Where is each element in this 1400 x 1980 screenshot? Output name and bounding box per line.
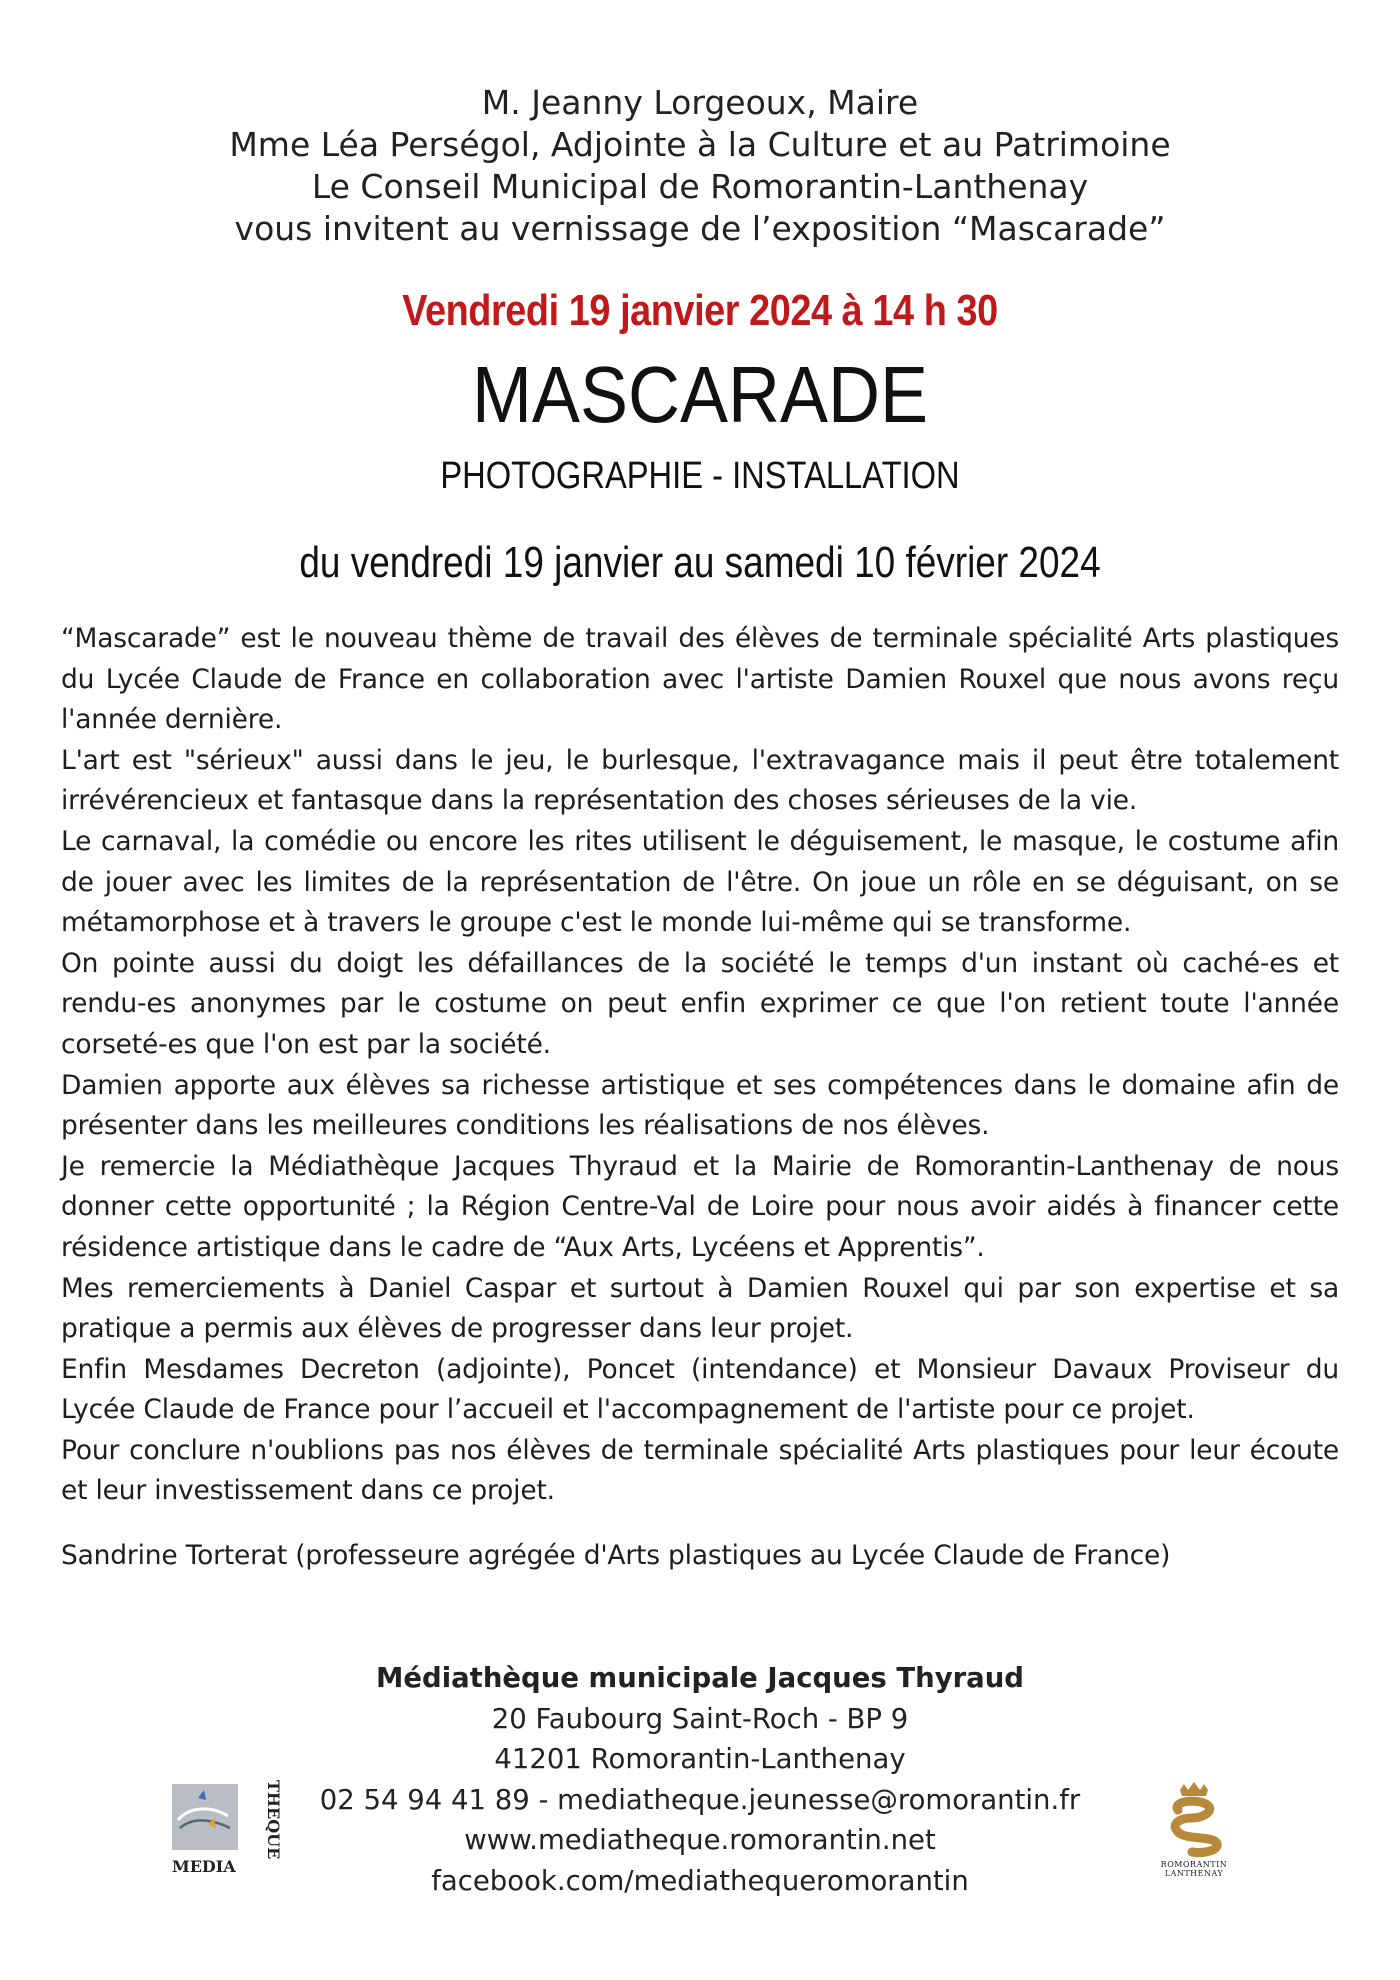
deputy-line: Mme Léa Perségol, Adjointe à la Culture et au Patrimoine	[229, 125, 1171, 164]
exhibition-subtitle: PHOTOGRAPHIE - INSTALLATION	[440, 455, 960, 497]
paragraph: Enfin Mesdames Decreton (adjointe), Poncet (intendance) et Monsieur Davaux Proviseur du Lycée Claude de France pour l’accueil et l'accompagnement de l'artiste pour ce projet.	[61, 1353, 1339, 1426]
body-text	[61, 619, 1339, 1512]
website-link[interactable]: www.mediatheque.romorantin.net	[464, 1824, 936, 1856]
vernissage-date: Vendredi 19 janvier 2024 à 14 h 30	[402, 286, 998, 335]
exhibition-title: MASCARADE	[471, 350, 929, 439]
paragraph: Je remercie la Médiathèque Jacques Thyraud et la Mairie de Romorantin-Lanthenay de nous donner cette opportunité ; la Région Centre-Val de Loire pour nous avoir aidés à financer cette résidence artistique dans le cadre de “Aux Arts, Lycéens et Apprentis”.	[61, 1150, 1339, 1263]
council-line: Le Conseil Municipal de Romorantin-Lanthenay	[311, 167, 1089, 206]
paragraph: On pointe aussi du doigt les défaillances de la société le temps d'un instant où caché-es et rendu-es anonymes par le costume on peut enfin exprimer ce que l'on retient toute l'année corseté-es que l'on est par la société.	[61, 947, 1339, 1060]
organization-name: Médiathèque municipale Jacques Thyraud	[376, 1662, 1024, 1694]
crown-icon	[1180, 1782, 1208, 1796]
logo-romorantin-text: ROMORANTIN	[1160, 1860, 1228, 1869]
address-line-2: 41201 Romorantin-Lanthenay	[494, 1743, 906, 1775]
invitation-header	[0, 82, 1400, 250]
mediatheque-logo	[168, 1776, 283, 1880]
romorantin-logo	[1140, 1780, 1248, 1880]
salamander-icon	[1175, 1801, 1217, 1852]
signature: Sandrine Torterat (professeure agrégée d'Arts plastiques au Lycée Claude de France)	[61, 1540, 1171, 1571]
mayor-line: M. Jeanny Lorgeoux, Maire	[481, 83, 919, 122]
paragraph: Damien apporte aux élèves sa richesse artistique et ses compétences dans le domaine afin de présenter dans les meilleures conditions les réalisations de nos élèves.	[61, 1069, 1339, 1142]
address-line-1: 20 Faubourg Saint-Roch - BP 9	[491, 1702, 909, 1735]
paragraph: Mes remerciements à Daniel Caspar et surtout à Damien Rouxel qui par son expertise et sa pratique a permis aux élèves de progresser dans leur projet.	[61, 1272, 1339, 1345]
logo-media-text: MEDIA	[172, 1857, 236, 1876]
exhibition-dates: du vendredi 19 janvier au samedi 10 février 2024	[299, 538, 1101, 587]
phone-email[interactable]: 02 54 94 41 89 - mediatheque.jeunesse@romorantin.fr	[319, 1783, 1081, 1816]
logo-theque-text: THEQUE	[264, 1780, 283, 1860]
facebook-link[interactable]: facebook.com/mediathequeromorantin	[431, 1864, 969, 1897]
paragraph: “Mascarade” est le nouveau thème de travail des élèves de terminale spécialité Arts plastiques du Lycée Claude de France en collaboration avec l'artiste Damien Rouxel que nous avons reçu l'année dernière.	[61, 623, 1339, 736]
invitation-line: vous invitent au vernissage de l’exposition “Mascarade”	[234, 209, 1166, 248]
paragraph: Le carnaval, la comédie ou encore les rites utilisent le déguisement, le masque, le costume afin de jouer avec les limites de la représentation de l'être. On joue un rôle en se déguisant, on se métamorphose et à travers le groupe c'est le monde lui-même qui se transforme.	[61, 825, 1339, 939]
paragraph: L'art est "sérieux" aussi dans le jeu, le burlesque, l'extravagance mais il peut être totalement irrévérencieux et fantasque dans la représentation des choses sérieuses de la vie.	[61, 744, 1339, 817]
logo-lanthenay-text: LANTHENAY	[1164, 1869, 1224, 1878]
paragraph: Pour conclure n'oublions pas nos élèves de terminale spécialité Arts plastiques pour leur écoute et leur investissement dans ce projet.	[61, 1434, 1339, 1507]
